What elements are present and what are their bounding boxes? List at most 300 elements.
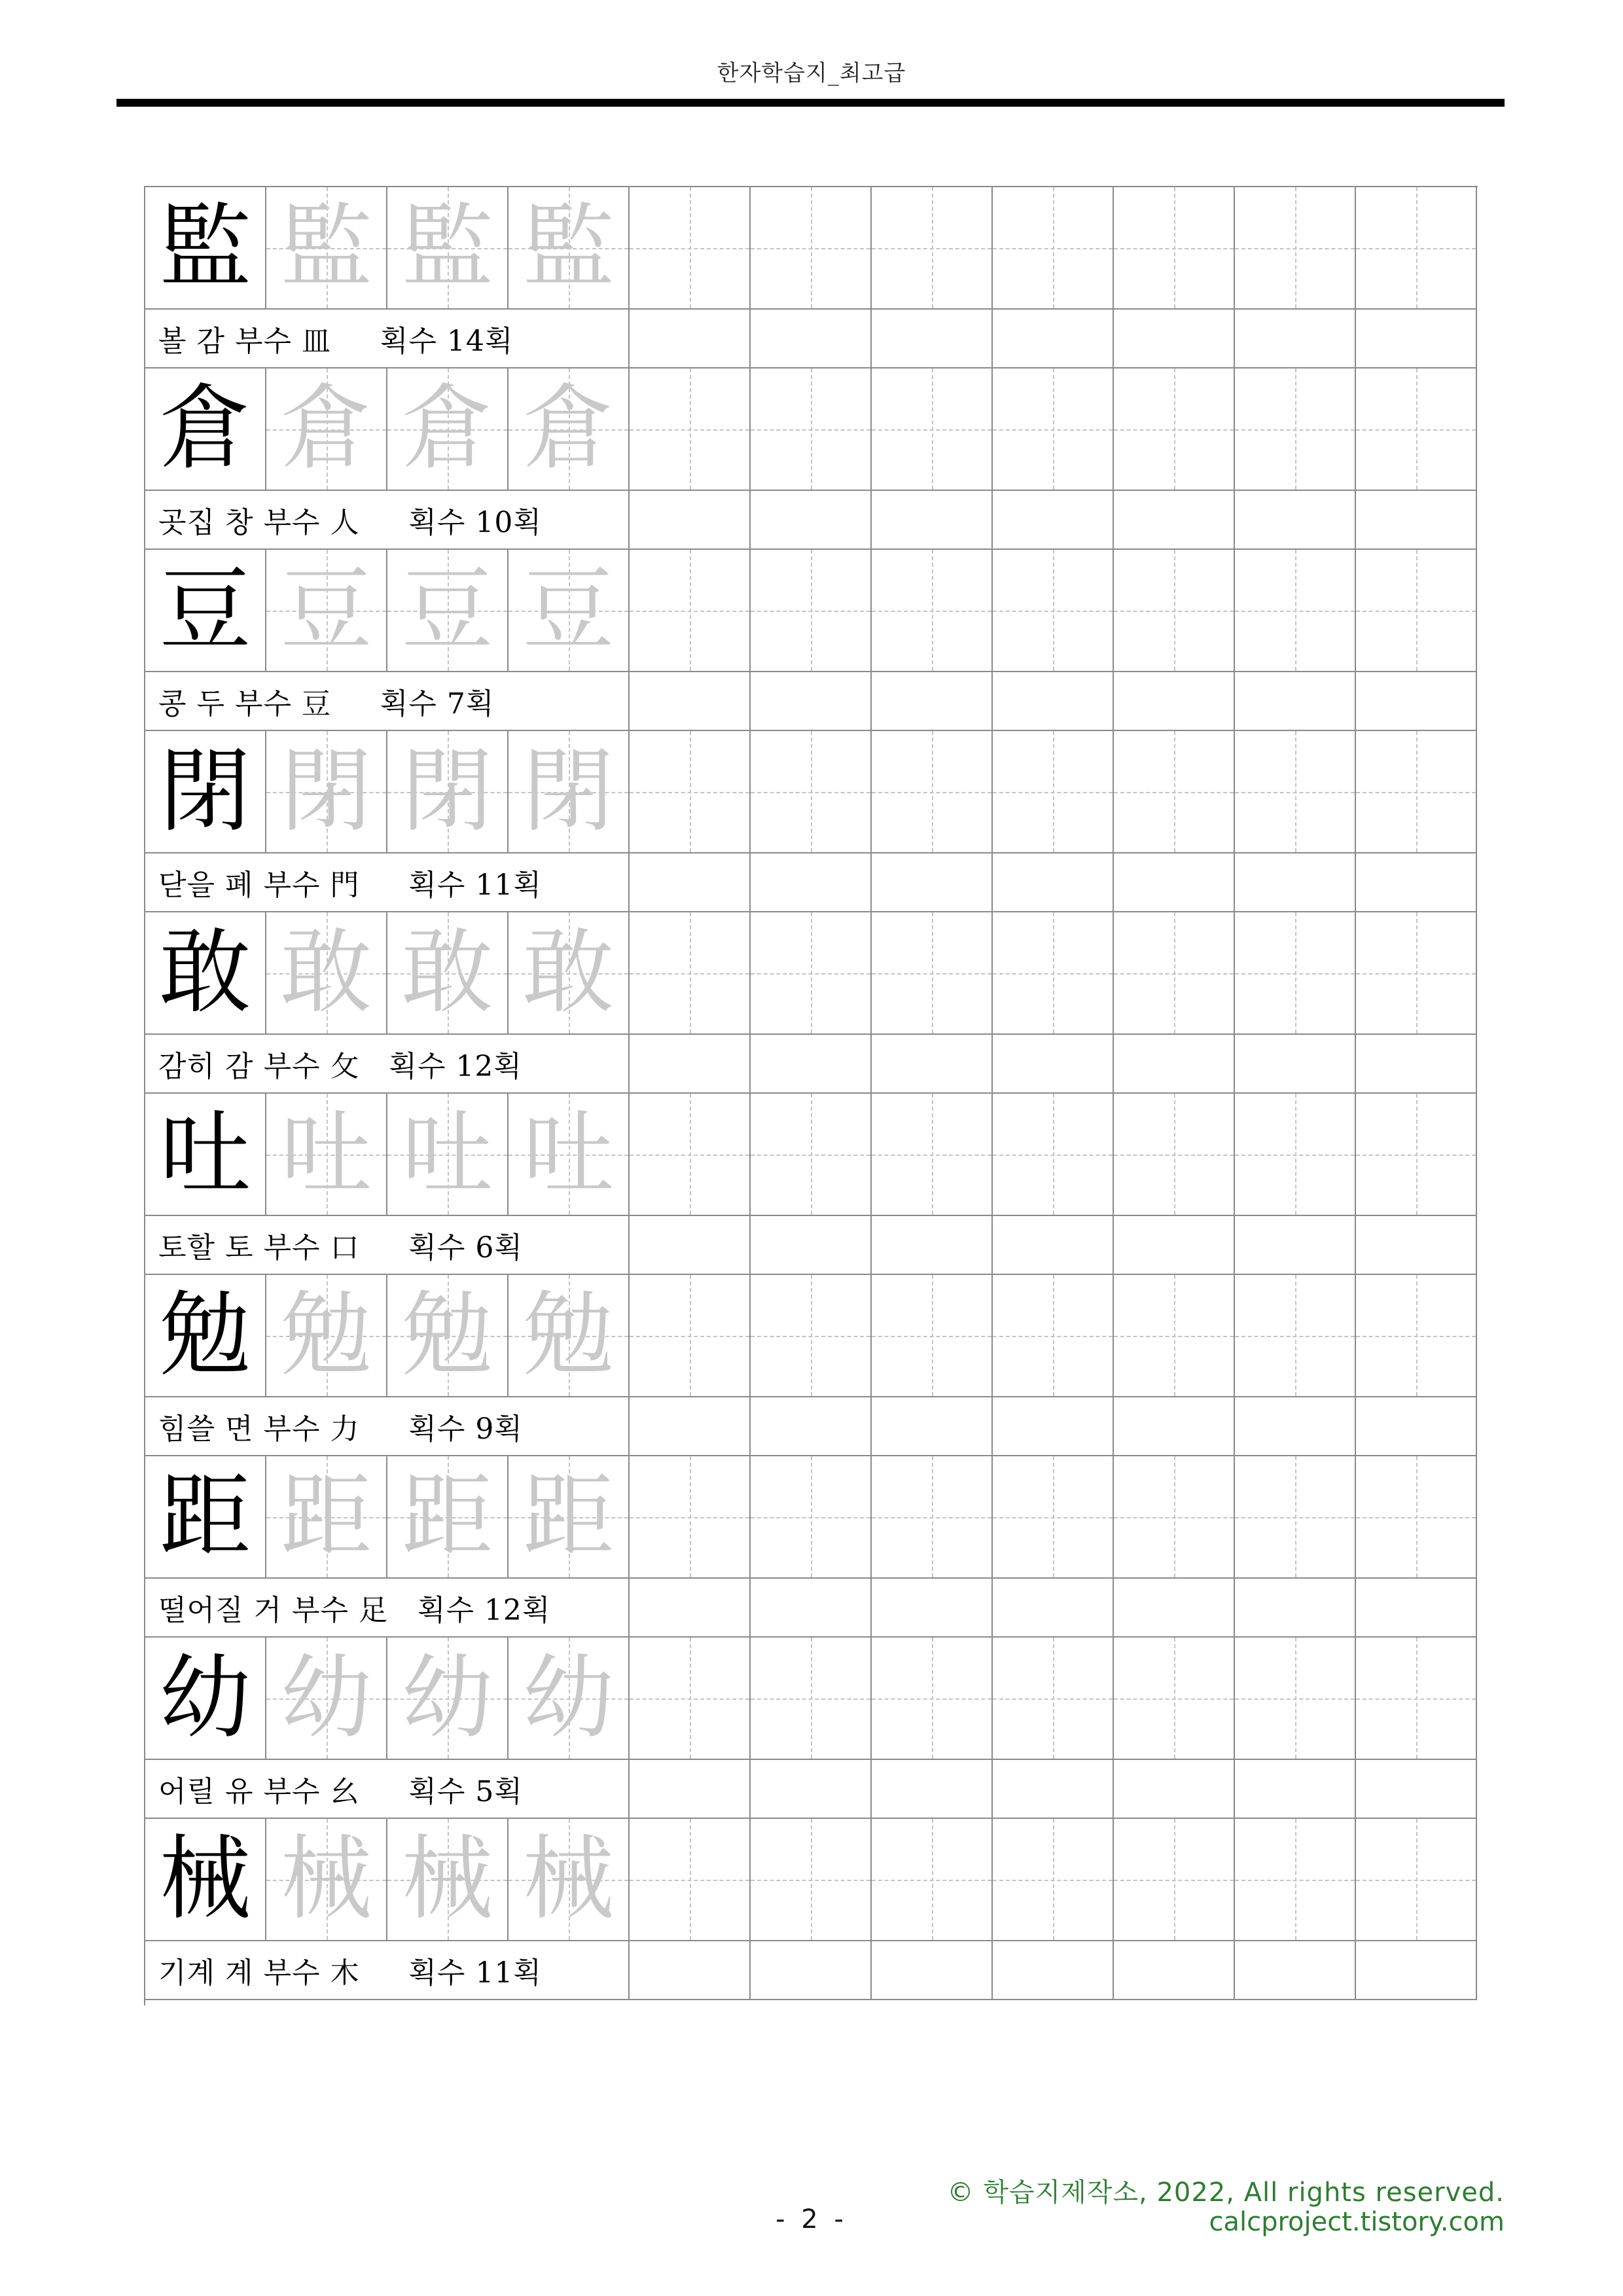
info-blank-cell	[993, 672, 1114, 731]
guide-line-horizontal	[630, 792, 749, 793]
char-info-text: 볼 감 부수 皿 획수 14획	[158, 325, 514, 358]
guide-line-horizontal	[993, 792, 1113, 793]
guide-line-horizontal	[751, 248, 870, 249]
practice-cell	[1356, 1275, 1477, 1397]
trace-character: 距	[522, 1463, 615, 1570]
info-blank-cell	[993, 1941, 1114, 2000]
guide-line-horizontal	[1235, 1517, 1355, 1518]
trace-char-cell	[508, 731, 630, 853]
info-blank-cell	[1235, 310, 1356, 368]
info-blank-cell	[1114, 491, 1235, 550]
info-blank-cell	[872, 1035, 993, 1094]
guide-line-horizontal	[993, 973, 1113, 975]
info-blank-cell	[1356, 491, 1477, 550]
header-rule	[116, 99, 1505, 107]
page-header-title: 한자학습지_최고급	[717, 60, 906, 86]
char-info-cell	[145, 853, 630, 912]
info-blank-cell	[872, 310, 993, 368]
practice-cell	[1356, 368, 1477, 491]
char-info-cell	[145, 1941, 630, 2000]
guide-line-horizontal	[872, 248, 991, 249]
trace-char-cell	[387, 187, 508, 310]
guide-line-horizontal	[1114, 1517, 1234, 1518]
practice-cell	[1114, 731, 1235, 853]
guide-line-horizontal	[751, 1517, 870, 1518]
guide-line-horizontal	[1114, 1698, 1234, 1700]
info-blank-cell	[751, 1760, 872, 1819]
practice-cell	[630, 1456, 751, 1579]
practice-cell	[751, 1094, 872, 1216]
model-char-cell	[145, 187, 266, 310]
model-char-cell	[145, 1094, 266, 1216]
info-blank-cell	[993, 1216, 1114, 1275]
info-blank-cell	[1114, 1579, 1235, 1638]
info-blank-cell	[630, 853, 751, 912]
practice-cell	[872, 912, 993, 1035]
guide-line-horizontal	[1235, 1698, 1355, 1700]
practice-cell	[872, 1456, 993, 1579]
practice-cell	[993, 731, 1114, 853]
model-character: 閉	[159, 738, 251, 845]
practice-cell	[872, 187, 993, 310]
info-blank-cell	[1356, 1397, 1477, 1456]
model-character: 幼	[159, 1644, 251, 1751]
guide-line-horizontal	[751, 611, 870, 612]
practice-cell	[1114, 1638, 1235, 1760]
trace-char-cell	[508, 187, 630, 310]
char-info-cell	[145, 672, 630, 731]
trace-char-cell	[266, 368, 387, 491]
guide-line-horizontal	[1114, 248, 1234, 249]
worksheet-row	[145, 368, 1478, 550]
info-blank-cell	[872, 1760, 993, 1819]
guide-line-horizontal	[630, 1517, 749, 1518]
worksheet-row	[145, 1456, 1478, 1638]
info-blank-cell	[872, 1397, 993, 1456]
trace-character: 監	[280, 194, 372, 301]
info-blank-cell	[1235, 1216, 1356, 1275]
trace-character: 監	[522, 194, 615, 301]
practice-cell	[630, 550, 751, 672]
guide-line-horizontal	[993, 1155, 1113, 1156]
practice-cell	[993, 1819, 1114, 1941]
info-blank-cell	[1356, 1760, 1477, 1819]
trace-character: 幼	[280, 1644, 372, 1751]
trace-character: 吐	[401, 1100, 493, 1208]
trace-char-cell	[387, 1819, 508, 1941]
info-blank-cell	[751, 310, 872, 368]
char-info-text: 토할 토 부수 口 획수 6획	[158, 1231, 523, 1265]
practice-cell	[630, 1275, 751, 1397]
guide-line-horizontal	[630, 973, 749, 975]
char-info-text: 기계 계 부수 木 획수 11획	[158, 1956, 542, 1990]
char-info-text: 닫을 폐 부수 門 획수 11획	[158, 869, 542, 902]
guide-line-horizontal	[1356, 1336, 1476, 1337]
practice-cell	[993, 1638, 1114, 1760]
info-blank-cell	[1356, 1216, 1477, 1275]
info-blank-cell	[1235, 1941, 1356, 2000]
practice-cell	[872, 1819, 993, 1941]
info-blank-cell	[630, 1397, 751, 1456]
model-character: 豆	[159, 556, 251, 664]
guide-line-horizontal	[751, 1155, 870, 1156]
practice-cell	[751, 1638, 872, 1760]
char-info-text: 곳집 창 부수 人 획수 10획	[158, 506, 542, 539]
model-character: 敢	[159, 919, 251, 1026]
info-blank-cell	[630, 1216, 751, 1275]
worksheet-row	[145, 1638, 1478, 1819]
practice-cell	[751, 187, 872, 310]
practice-cell	[993, 912, 1114, 1035]
info-blank-cell	[1235, 672, 1356, 731]
page-number: - 2 -	[776, 2204, 847, 2234]
practice-cell	[872, 731, 993, 853]
info-blank-cell	[1114, 853, 1235, 912]
practice-cell	[1235, 187, 1356, 310]
info-blank-cell	[630, 1941, 751, 2000]
trace-char-cell	[387, 1094, 508, 1216]
guide-line-horizontal	[1235, 429, 1355, 431]
guide-line-horizontal	[751, 1698, 870, 1700]
char-info-cell	[145, 491, 630, 550]
info-blank-cell	[993, 310, 1114, 368]
trace-char-cell	[508, 550, 630, 672]
trace-char-cell	[508, 1094, 630, 1216]
info-blank-cell	[1356, 672, 1477, 731]
info-blank-cell	[630, 1579, 751, 1638]
practice-cell	[1356, 1456, 1477, 1579]
trace-character: 勉	[280, 1282, 372, 1389]
guide-line-horizontal	[1356, 248, 1476, 249]
model-character: 勉	[159, 1282, 251, 1389]
trace-char-cell	[266, 1275, 387, 1397]
trace-char-cell	[266, 187, 387, 310]
guide-line-horizontal	[751, 429, 870, 431]
worksheet-row	[145, 731, 1478, 912]
guide-line-horizontal	[993, 248, 1113, 249]
trace-character: 倉	[280, 375, 372, 482]
guide-line-horizontal	[993, 1698, 1113, 1700]
guide-line-horizontal	[1114, 792, 1234, 793]
trace-character: 閉	[280, 738, 372, 845]
practice-cell	[751, 731, 872, 853]
trace-character: 勉	[522, 1282, 615, 1389]
guide-line-horizontal	[1356, 792, 1476, 793]
practice-cell	[630, 912, 751, 1035]
info-blank-cell	[1356, 310, 1477, 368]
practice-cell	[1235, 731, 1356, 853]
guide-line-horizontal	[1114, 973, 1234, 975]
char-info-text: 감히 감 부수 攵 획수 12획	[158, 1050, 522, 1083]
guide-line-horizontal	[630, 1698, 749, 1700]
trace-character: 敢	[522, 919, 615, 1026]
info-blank-cell	[993, 491, 1114, 550]
practice-cell	[993, 1094, 1114, 1216]
trace-char-cell	[266, 1456, 387, 1579]
guide-line-horizontal	[872, 792, 991, 793]
practice-cell	[993, 1456, 1114, 1579]
guide-line-horizontal	[630, 248, 749, 249]
info-blank-cell	[751, 1941, 872, 2000]
guide-line-horizontal	[1356, 611, 1476, 612]
trace-char-cell	[387, 912, 508, 1035]
worksheet-row	[145, 1094, 1478, 1275]
model-char-cell	[145, 912, 266, 1035]
practice-cell	[1235, 1456, 1356, 1579]
practice-cell	[993, 187, 1114, 310]
practice-cell	[1356, 550, 1477, 672]
trace-character: 勉	[401, 1282, 493, 1389]
info-blank-cell	[630, 491, 751, 550]
practice-cell	[1356, 1094, 1477, 1216]
guide-line-horizontal	[1114, 429, 1234, 431]
guide-line-horizontal	[872, 973, 991, 975]
guide-line-horizontal	[872, 1336, 991, 1337]
practice-cell	[751, 1275, 872, 1397]
info-blank-cell	[1114, 1941, 1235, 2000]
practice-cell	[1114, 912, 1235, 1035]
practice-cell	[630, 731, 751, 853]
trace-character: 閉	[401, 738, 493, 845]
trace-character: 豆	[401, 556, 493, 664]
trace-char-cell	[387, 368, 508, 491]
guide-line-horizontal	[630, 1880, 749, 1881]
info-blank-cell	[751, 1216, 872, 1275]
guide-line-horizontal	[751, 973, 870, 975]
guide-line-horizontal	[1356, 1880, 1476, 1881]
guide-line-horizontal	[872, 429, 991, 431]
info-blank-cell	[751, 1579, 872, 1638]
trace-char-cell	[266, 1094, 387, 1216]
practice-cell	[872, 1094, 993, 1216]
guide-line-horizontal	[1235, 973, 1355, 975]
guide-line-horizontal	[630, 1336, 749, 1337]
guide-line-horizontal	[872, 1698, 991, 1700]
trace-character: 幼	[401, 1644, 493, 1751]
practice-cell	[872, 1638, 993, 1760]
guide-line-horizontal	[1235, 248, 1355, 249]
practice-cell	[630, 1638, 751, 1760]
practice-cell	[630, 368, 751, 491]
practice-cell	[1235, 1275, 1356, 1397]
info-blank-cell	[1114, 1035, 1235, 1094]
practice-cell	[751, 550, 872, 672]
info-blank-cell	[1356, 1035, 1477, 1094]
info-blank-cell	[872, 491, 993, 550]
trace-character: 械	[522, 1825, 615, 1933]
guide-line-horizontal	[1114, 1336, 1234, 1337]
practice-cell	[1356, 731, 1477, 853]
guide-line-horizontal	[630, 611, 749, 612]
info-blank-cell	[1114, 1397, 1235, 1456]
trace-character: 倉	[522, 375, 615, 482]
info-blank-cell	[1356, 1579, 1477, 1638]
guide-line-horizontal	[993, 1517, 1113, 1518]
guide-line-horizontal	[1235, 1155, 1355, 1156]
practice-cell	[993, 550, 1114, 672]
trace-char-cell	[387, 1275, 508, 1397]
guide-line-horizontal	[751, 792, 870, 793]
guide-line-horizontal	[993, 611, 1113, 612]
practice-cell	[751, 912, 872, 1035]
trace-character: 敢	[401, 919, 493, 1026]
model-char-cell	[145, 1819, 266, 1941]
info-blank-cell	[751, 491, 872, 550]
guide-line-horizontal	[1356, 429, 1476, 431]
guide-line-horizontal	[1356, 1517, 1476, 1518]
practice-cell	[1114, 1094, 1235, 1216]
guide-line-horizontal	[1356, 973, 1476, 975]
guide-line-horizontal	[1356, 1155, 1476, 1156]
info-blank-cell	[993, 1035, 1114, 1094]
guide-line-horizontal	[1114, 1880, 1234, 1881]
model-char-cell	[145, 1275, 266, 1397]
trace-character: 距	[401, 1463, 493, 1570]
practice-cell	[993, 1275, 1114, 1397]
worksheet-row	[145, 912, 1478, 1094]
trace-char-cell	[266, 912, 387, 1035]
guide-line-horizontal	[630, 429, 749, 431]
trace-character: 倉	[401, 375, 493, 482]
trace-character: 械	[401, 1825, 493, 1933]
model-char-cell	[145, 731, 266, 853]
trace-character: 豆	[280, 556, 372, 664]
practice-cell	[1114, 1456, 1235, 1579]
guide-line-horizontal	[630, 1155, 749, 1156]
info-blank-cell	[1114, 1760, 1235, 1819]
char-info-cell	[145, 1579, 630, 1638]
practice-cell	[751, 368, 872, 491]
practice-cell	[630, 1094, 751, 1216]
model-char-cell	[145, 368, 266, 491]
trace-char-cell	[508, 1456, 630, 1579]
info-blank-cell	[1235, 1579, 1356, 1638]
trace-char-cell	[387, 1638, 508, 1760]
worksheet-row	[145, 1819, 1478, 2000]
info-blank-cell	[1235, 491, 1356, 550]
char-info-cell	[145, 1397, 630, 1456]
model-char-cell	[145, 550, 266, 672]
guide-line-horizontal	[872, 1517, 991, 1518]
model-char-cell	[145, 1638, 266, 1760]
info-blank-cell	[1235, 1397, 1356, 1456]
trace-character: 幼	[522, 1644, 615, 1751]
trace-character: 監	[401, 194, 493, 301]
worksheet-row	[145, 187, 1478, 368]
char-info-cell	[145, 1035, 630, 1094]
worksheet-row	[145, 550, 1478, 731]
trace-character: 豆	[522, 556, 615, 664]
info-blank-cell	[630, 1760, 751, 1819]
trace-char-cell	[508, 1819, 630, 1941]
practice-cell	[1356, 1819, 1477, 1941]
practice-cell	[1235, 1638, 1356, 1760]
model-character: 距	[159, 1463, 251, 1570]
info-blank-cell	[630, 672, 751, 731]
guide-line-horizontal	[751, 1336, 870, 1337]
practice-cell	[1356, 187, 1477, 310]
trace-char-cell	[266, 1638, 387, 1760]
trace-char-cell	[266, 1819, 387, 1941]
info-blank-cell	[993, 1760, 1114, 1819]
trace-character: 閉	[522, 738, 615, 845]
char-info-cell	[145, 310, 630, 368]
info-blank-cell	[630, 1035, 751, 1094]
info-blank-cell	[872, 1216, 993, 1275]
trace-character: 距	[280, 1463, 372, 1570]
practice-cell	[751, 1819, 872, 1941]
info-blank-cell	[1235, 853, 1356, 912]
info-blank-cell	[1235, 1760, 1356, 1819]
practice-cell	[630, 187, 751, 310]
guide-line-horizontal	[872, 1880, 991, 1881]
trace-char-cell	[508, 368, 630, 491]
info-blank-cell	[1356, 853, 1477, 912]
char-info-text: 떨어질 거 부수 足 획수 12획	[158, 1594, 551, 1627]
trace-character: 吐	[522, 1100, 615, 1208]
trace-char-cell	[508, 1638, 630, 1760]
guide-line-horizontal	[1235, 792, 1355, 793]
practice-cell	[1114, 1275, 1235, 1397]
guide-line-horizontal	[872, 1155, 991, 1156]
practice-cell	[751, 1456, 872, 1579]
info-blank-cell	[630, 310, 751, 368]
info-blank-cell	[993, 1397, 1114, 1456]
info-blank-cell	[1235, 1035, 1356, 1094]
guide-line-horizontal	[872, 611, 991, 612]
info-blank-cell	[872, 672, 993, 731]
model-char-cell	[145, 1456, 266, 1579]
practice-cell	[872, 1275, 993, 1397]
practice-cell	[1235, 1819, 1356, 1941]
guide-line-horizontal	[1356, 1698, 1476, 1700]
model-character: 吐	[159, 1100, 251, 1208]
info-blank-cell	[751, 1035, 872, 1094]
guide-line-horizontal	[993, 1880, 1113, 1881]
model-character: 監	[159, 194, 251, 301]
footer-copyright: © 학습지제작소, 2022, All rights reserved.	[947, 2178, 1505, 2208]
guide-line-horizontal	[1235, 611, 1355, 612]
char-info-cell	[145, 1760, 630, 1819]
info-blank-cell	[751, 853, 872, 912]
guide-line-horizontal	[1114, 611, 1234, 612]
info-blank-cell	[993, 853, 1114, 912]
trace-char-cell	[387, 731, 508, 853]
char-info-cell	[145, 1216, 630, 1275]
practice-cell	[1114, 187, 1235, 310]
char-info-text: 힘쓸 면 부수 力 획수 9획	[158, 1412, 523, 1446]
trace-character: 械	[280, 1825, 372, 1933]
practice-cell	[872, 368, 993, 491]
guide-line-horizontal	[993, 429, 1113, 431]
model-character: 倉	[159, 375, 251, 482]
trace-character: 敢	[280, 919, 372, 1026]
practice-cell	[1114, 1819, 1235, 1941]
info-blank-cell	[872, 853, 993, 912]
trace-char-cell	[266, 731, 387, 853]
practice-cell	[1235, 368, 1356, 491]
practice-cell	[630, 1819, 751, 1941]
practice-grid	[144, 186, 1478, 2005]
info-blank-cell	[872, 1579, 993, 1638]
footer-url: calcproject.tistory.com	[1209, 2207, 1505, 2237]
trace-char-cell	[266, 550, 387, 672]
trace-char-cell	[508, 1275, 630, 1397]
trace-char-cell	[387, 550, 508, 672]
practice-cell	[1235, 550, 1356, 672]
trace-char-cell	[387, 1456, 508, 1579]
info-blank-cell	[993, 1579, 1114, 1638]
